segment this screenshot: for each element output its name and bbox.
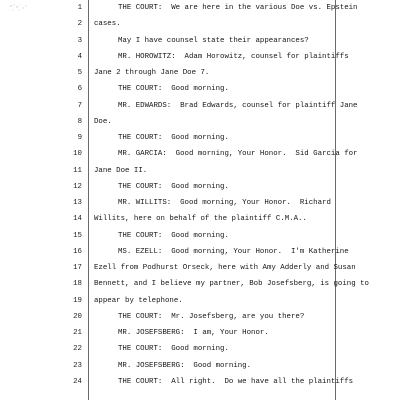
line-text: May I have counsel state their appearances?	[118, 36, 309, 45]
transcript-line	[0, 213, 400, 225]
line-text: THE COURT: Mr. Josefsberg, are you there?	[118, 312, 305, 321]
line-text: Willits, here on behalf of the plaintiff C.M.A..	[94, 215, 307, 224]
transcript-line	[0, 360, 400, 372]
transcript-line	[0, 343, 400, 355]
line-number: 2	[77, 20, 82, 29]
line-text: Jane 2 through Jane Doe 7.	[94, 69, 210, 77]
line-number: 6	[77, 85, 82, 94]
line-number: 15	[73, 231, 82, 240]
line-number: 18	[73, 280, 82, 289]
line-number: 11	[73, 166, 82, 175]
line-text: Jane Doe II.	[94, 166, 148, 175]
line-text: THE COURT: Good morning.	[118, 85, 229, 94]
line-number: 20	[73, 312, 82, 321]
transcript-line	[0, 327, 400, 339]
line-text: MR. JOSEFSBERG: Good morning.	[118, 361, 252, 370]
line-text: MR. EDWARDS: Brad Edwards, counsel for plaintiff Jane	[118, 101, 358, 110]
line-text: THE COURT: Good morning.	[118, 345, 229, 354]
transcript-line	[0, 83, 400, 95]
line-number: 16	[73, 247, 82, 256]
line-number: 23	[73, 361, 82, 370]
line-text: THE COURT: Good morning.	[118, 182, 229, 191]
transcript-line	[0, 35, 400, 47]
transcript-line	[0, 197, 400, 209]
line-number: 22	[73, 345, 82, 354]
line-text: MR. JOSEFSBERG: I am, Your Honor.	[118, 329, 269, 337]
line-text: THE COURT: Good morning.	[118, 231, 229, 240]
line-text: MS. EZELL: Good morning, Your Honor. I'm Katherine	[118, 247, 349, 256]
line-number: 9	[77, 134, 82, 142]
line-text: appear by telephone.	[94, 296, 183, 305]
line-number: 4	[77, 52, 82, 61]
line-number: 13	[73, 199, 82, 207]
transcript-line	[0, 18, 400, 30]
line-number: 10	[73, 150, 82, 159]
line-text: MR. WILLITS: Good morning, Your Honor. Richard	[118, 199, 331, 207]
line-text: THE COURT: We are here in the various Doe vs. Epstein	[118, 4, 358, 12]
transcript-line	[0, 51, 400, 63]
transcript-line	[0, 67, 400, 79]
line-number: 17	[73, 264, 82, 272]
line-number: 7	[77, 101, 82, 110]
line-number: 14	[73, 215, 82, 224]
line-text: MR. HOROWITZ: Adam Horowitz, counsel for plaintiffs	[118, 52, 349, 61]
transcript-line	[0, 2, 400, 14]
line-text: Ezell from Podhurst Orseck, here with Amy Adderly and Susan	[94, 264, 356, 272]
transcript-line	[0, 100, 400, 112]
line-number: 12	[73, 182, 82, 191]
line-number: 8	[77, 117, 82, 126]
transcript-line	[0, 165, 400, 177]
transcript-line	[0, 116, 400, 128]
line-text: cases.	[94, 20, 121, 29]
transcript-line	[0, 230, 400, 242]
transcript-line	[0, 132, 400, 144]
line-text: THE COURT: All right. Do we have all the plaintiffs	[118, 377, 354, 386]
line-text: THE COURT: Good morning.	[118, 134, 229, 142]
line-number: 1	[77, 4, 82, 12]
transcript-line	[0, 278, 400, 290]
transcript-line	[0, 148, 400, 160]
line-number: 3	[77, 36, 82, 45]
line-number: 19	[73, 296, 82, 305]
line-text: MR. GARCIA: Good morning, Your Honor. Sid Garcia for	[118, 150, 358, 159]
transcript-line	[0, 295, 400, 307]
transcript-line	[0, 181, 400, 193]
transcript-line	[0, 262, 400, 274]
transcript-line	[0, 246, 400, 258]
line-text: Bennett, and I believe my partner, Bob Josefsberg, is going to	[94, 280, 369, 289]
line-number: 5	[77, 69, 82, 77]
transcript-line	[0, 311, 400, 323]
line-number: 21	[73, 329, 82, 337]
line-number: 24	[73, 377, 82, 386]
transcript-line	[0, 376, 400, 388]
line-text: Doe.	[94, 117, 112, 126]
